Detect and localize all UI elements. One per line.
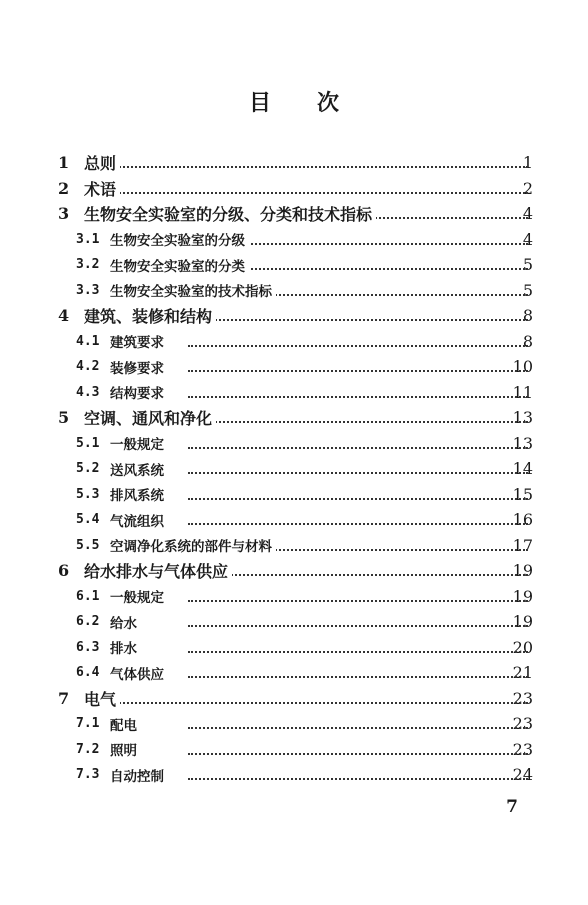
toc-entry-page: 23 (512, 688, 533, 708)
page-title (0, 86, 588, 117)
toc-entry-page: 11 (512, 382, 533, 402)
toc-entry-title: 生物安全实验室的分级、分类和技术指标 (84, 202, 376, 225)
toc-entry-number: 6 (58, 561, 70, 581)
dot-leader (84, 164, 528, 168)
toc-section-entry[interactable] (0, 711, 588, 737)
toc-chapter-entry[interactable] (0, 405, 588, 431)
toc-entry-title: 气流组织 (110, 510, 168, 530)
toc-entry-page: 17 (512, 535, 533, 555)
toc-entry-page: 2 (522, 178, 533, 198)
toc-entry-title: 气体供应 (110, 663, 168, 683)
toc-entry-title: 配电 (110, 714, 141, 734)
toc-entry-number: 7.1 (76, 716, 100, 732)
toc-entry-number: 7.3 (76, 767, 100, 783)
toc-entry-title: 装修要求 (110, 357, 168, 377)
toc-entry-title: 排风系统 (110, 484, 168, 504)
toc-entry-title: 生物安全实验室的分类 (110, 255, 249, 275)
page-title-part2: 次 (317, 90, 340, 116)
toc-entry-number: 5.1 (76, 435, 100, 451)
toc-entry-number: 3.3 (76, 282, 100, 298)
toc-entry-number: 3.1 (76, 231, 100, 247)
toc-entry-page: 8 (522, 331, 533, 351)
dot-leader (188, 368, 528, 372)
toc-entry-title: 生物安全实验室的分级 (110, 229, 249, 249)
toc-entry-title: 给水排水与气体供应 (84, 559, 232, 582)
toc-section-entry[interactable] (0, 431, 588, 457)
toc-section-entry[interactable] (0, 635, 588, 661)
toc-entry-number: 5 (58, 408, 70, 428)
dot-leader (188, 725, 528, 729)
toc-chapter-entry[interactable] (0, 201, 588, 227)
toc-entry-title: 照明 (110, 739, 141, 759)
toc-section-entry[interactable] (0, 456, 588, 482)
toc-section-entry[interactable] (0, 227, 588, 253)
toc-section-entry[interactable] (0, 737, 588, 763)
toc-section-entry[interactable] (0, 252, 588, 278)
toc-chapter-entry[interactable] (0, 303, 588, 329)
toc-entry-title: 总则 (84, 151, 120, 174)
toc-section-entry[interactable] (0, 533, 588, 559)
page-number: 7 (506, 797, 518, 817)
toc-entry-page: 23 (512, 714, 533, 734)
toc-entry-number: 3.2 (76, 257, 100, 273)
dot-leader (188, 470, 528, 474)
dot-leader (188, 496, 528, 500)
toc-entry-number: 6.1 (76, 588, 100, 604)
toc-section-entry[interactable] (0, 584, 588, 610)
toc-entry-number: 1 (58, 153, 70, 173)
toc-entry-page: 15 (512, 484, 533, 504)
toc-entry-number: 6.2 (76, 614, 100, 630)
toc-entry-title: 自动控制 (110, 765, 168, 785)
toc-entry-page: 13 (512, 433, 533, 453)
table-of-contents (0, 150, 588, 788)
toc-section-entry[interactable] (0, 762, 588, 788)
toc-entry-title: 送风系统 (110, 459, 168, 479)
dot-leader (188, 649, 528, 653)
toc-entry-number: 6.4 (76, 665, 100, 681)
toc-entry-page: 14 (512, 459, 533, 479)
toc-entry-number: 4.1 (76, 333, 100, 349)
toc-entry-page: 10 (512, 357, 533, 377)
toc-entry-title: 生物安全实验室的技术指标 (110, 280, 276, 300)
toc-entry-title: 术语 (84, 177, 120, 200)
toc-section-entry[interactable] (0, 660, 588, 686)
toc-entry-page: 8 (522, 306, 533, 326)
toc-entry-page: 20 (512, 637, 533, 657)
toc-entry-title: 建筑要求 (110, 331, 168, 351)
toc-entry-page: 19 (512, 586, 533, 606)
toc-entry-number: 6.3 (76, 639, 100, 655)
toc-entry-page: 5 (522, 255, 533, 275)
toc-chapter-entry[interactable] (0, 558, 588, 584)
toc-section-entry[interactable] (0, 380, 588, 406)
dot-leader (188, 394, 528, 398)
dot-leader (188, 598, 528, 602)
toc-chapter-entry[interactable] (0, 176, 588, 202)
toc-entry-page: 24 (512, 765, 533, 785)
dot-leader (188, 343, 528, 347)
toc-entry-title: 结构要求 (110, 382, 168, 402)
toc-entry-number: 3 (58, 204, 70, 224)
toc-entry-page: 21 (512, 663, 533, 683)
toc-entry-number: 2 (58, 178, 70, 198)
dot-leader (188, 776, 528, 780)
toc-entry-page: 16 (512, 510, 533, 530)
toc-entry-page: 13 (512, 408, 533, 428)
toc-entry-title: 一般规定 (110, 586, 168, 606)
toc-entry-number: 7 (58, 688, 70, 708)
toc-chapter-entry[interactable] (0, 150, 588, 176)
toc-entry-number: 5.2 (76, 461, 100, 477)
page-title-part1: 目 (248, 90, 271, 116)
toc-entry-page: 1 (522, 153, 533, 173)
toc-entry-title: 一般规定 (110, 433, 168, 453)
toc-section-entry[interactable] (0, 609, 588, 635)
dot-leader (84, 700, 528, 704)
toc-entry-page: 4 (522, 204, 533, 224)
toc-section-entry[interactable] (0, 507, 588, 533)
dot-leader (84, 190, 528, 194)
dot-leader (188, 521, 528, 525)
toc-entry-page: 4 (522, 229, 533, 249)
toc-entry-title: 给水 (110, 612, 141, 632)
dot-leader (188, 623, 528, 627)
toc-entry-page: 19 (512, 561, 533, 581)
toc-section-entry[interactable] (0, 329, 588, 355)
toc-section-entry[interactable] (0, 482, 588, 508)
toc-chapter-entry[interactable] (0, 686, 588, 712)
toc-entry-title: 排水 (110, 637, 141, 657)
toc-entry-title: 电气 (84, 687, 120, 710)
toc-section-entry[interactable] (0, 278, 588, 304)
dot-leader (188, 445, 528, 449)
toc-entry-title: 建筑、装修和结构 (84, 304, 216, 327)
toc-entry-page: 23 (512, 739, 533, 759)
toc-entry-number: 5.5 (76, 537, 100, 553)
toc-entry-title: 空调、通风和净化 (84, 406, 216, 429)
toc-entry-number: 4.2 (76, 359, 100, 375)
toc-entry-number: 4.3 (76, 384, 100, 400)
toc-entry-page: 19 (512, 612, 533, 632)
toc-entry-title: 空调净化系统的部件与材料 (110, 535, 276, 555)
toc-entry-page: 5 (522, 280, 533, 300)
toc-entry-number: 5.3 (76, 486, 100, 502)
toc-entry-number: 5.4 (76, 512, 100, 528)
toc-entry-number: 7.2 (76, 741, 100, 757)
dot-leader (188, 674, 528, 678)
toc-entry-number: 4 (58, 306, 70, 326)
toc-section-entry[interactable] (0, 354, 588, 380)
dot-leader (188, 751, 528, 755)
